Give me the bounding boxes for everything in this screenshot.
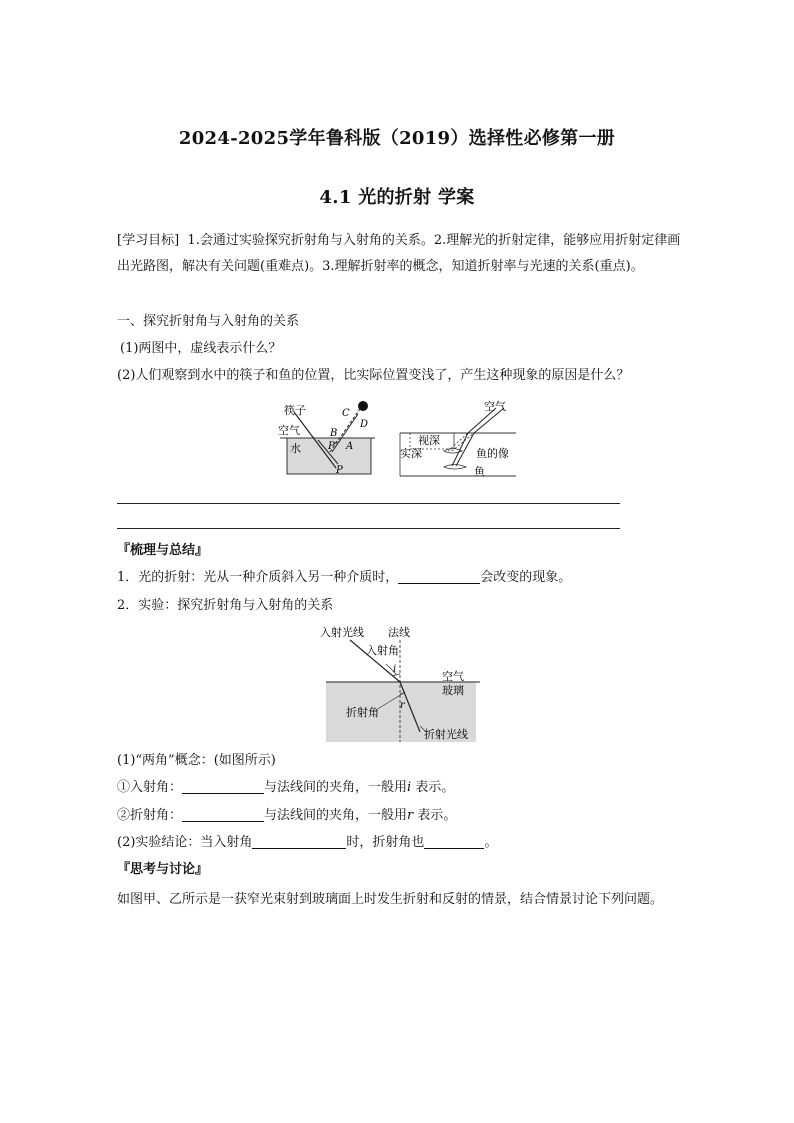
concept-incident-angle: ①入射角： 与法线间的夹角，一般用i 表示。 <box>117 780 455 795</box>
document-subtitle: 4.1 光的折射 学案 <box>319 187 475 208</box>
blank-2[interactable] <box>182 779 264 794</box>
summary-heading: 『梳理与总结』 <box>117 543 209 558</box>
label-b: B <box>330 428 338 439</box>
label-fish-image: 鱼的像 <box>476 447 509 460</box>
experiment-conclusion: (2)实验结论：当入射角 时，折射角也 。 <box>117 835 498 850</box>
blank-5[interactable] <box>424 834 484 849</box>
answer-line-2[interactable] <box>117 528 620 529</box>
label-glass: 玻璃 <box>442 684 464 697</box>
label-refracted-ray: 折射光线 <box>424 728 468 741</box>
label-air: 空气 <box>278 424 300 437</box>
goals-text: 1.会通过实验探究折射角与入射角的关系。2.理解光的折射定律，能够应用折射定律画出光路图，解决有关问题(重难点)。3.理解折射率的概念，知道折射率与光速的关系(重点)。 <box>117 233 681 274</box>
label-refraction-angle: 折射角 <box>346 706 379 719</box>
label-i: i <box>393 664 397 675</box>
label-d: D <box>360 419 369 430</box>
label-incident-angle: 入射角 <box>366 644 399 657</box>
figure-chopsticks-refraction <box>270 394 385 480</box>
label-air-2: 空气 <box>484 400 506 413</box>
label-a: A <box>346 441 354 452</box>
answer-line-1[interactable] <box>117 503 620 504</box>
concept-refraction-angle: ②折射角： 与法线间的夹角，一般用r 表示。 <box>117 808 457 823</box>
label-water: 水 <box>290 442 301 455</box>
summary-item-2: 2．实验：探究折射角与入射角的关系 <box>117 598 334 613</box>
document-title: 2024-2025学年鲁科版（2019）选择性必修第一册 <box>178 128 616 149</box>
discussion-heading: 『思考与讨论』 <box>117 862 209 877</box>
concepts-intro: (1)“两角”概念：(如图所示) <box>117 753 276 768</box>
question-1: (1)两图中，虚线表示什么？ <box>120 341 282 356</box>
blank-4[interactable] <box>252 834 346 849</box>
goals-tag: [学习目标] <box>117 233 180 248</box>
figure-incident-refraction <box>320 622 490 744</box>
question-2: (2)人们观察到水中的筷子和鱼的位置，比实际位置变浅了，产生这种现象的原因是什么？ <box>117 368 630 383</box>
label-r: r <box>400 700 405 711</box>
blank-1[interactable] <box>398 569 480 584</box>
learning-goals <box>117 228 683 280</box>
label-air-3: 空气 <box>442 670 464 683</box>
label-real-depth: 实深 <box>400 447 422 460</box>
discussion-text: 如图甲、乙所示是一获窄光束射到玻璃面上时发生折射和反射的情景，结合情景讨论下列问题。 <box>117 892 664 907</box>
label-p: P <box>336 465 343 476</box>
label-chopsticks: 筷子 <box>284 404 306 417</box>
label-c: C <box>342 408 350 419</box>
summary-item-1: 1．光的折射：光从一种介质斜入另一种介质时， 会改变的现象。 <box>117 570 572 585</box>
label-apparent-depth: 视深 <box>418 434 440 447</box>
figure-fish-apparent-depth <box>396 396 521 480</box>
section1-heading: 一、探究折射角与入射角的关系 <box>117 314 300 329</box>
label-normal: 法线 <box>388 626 410 639</box>
label-fish: 鱼 <box>474 465 485 478</box>
label-incident-ray: 入射光线 <box>320 626 364 639</box>
blank-3[interactable] <box>182 807 264 822</box>
label-p-prime: P′ <box>328 441 337 452</box>
